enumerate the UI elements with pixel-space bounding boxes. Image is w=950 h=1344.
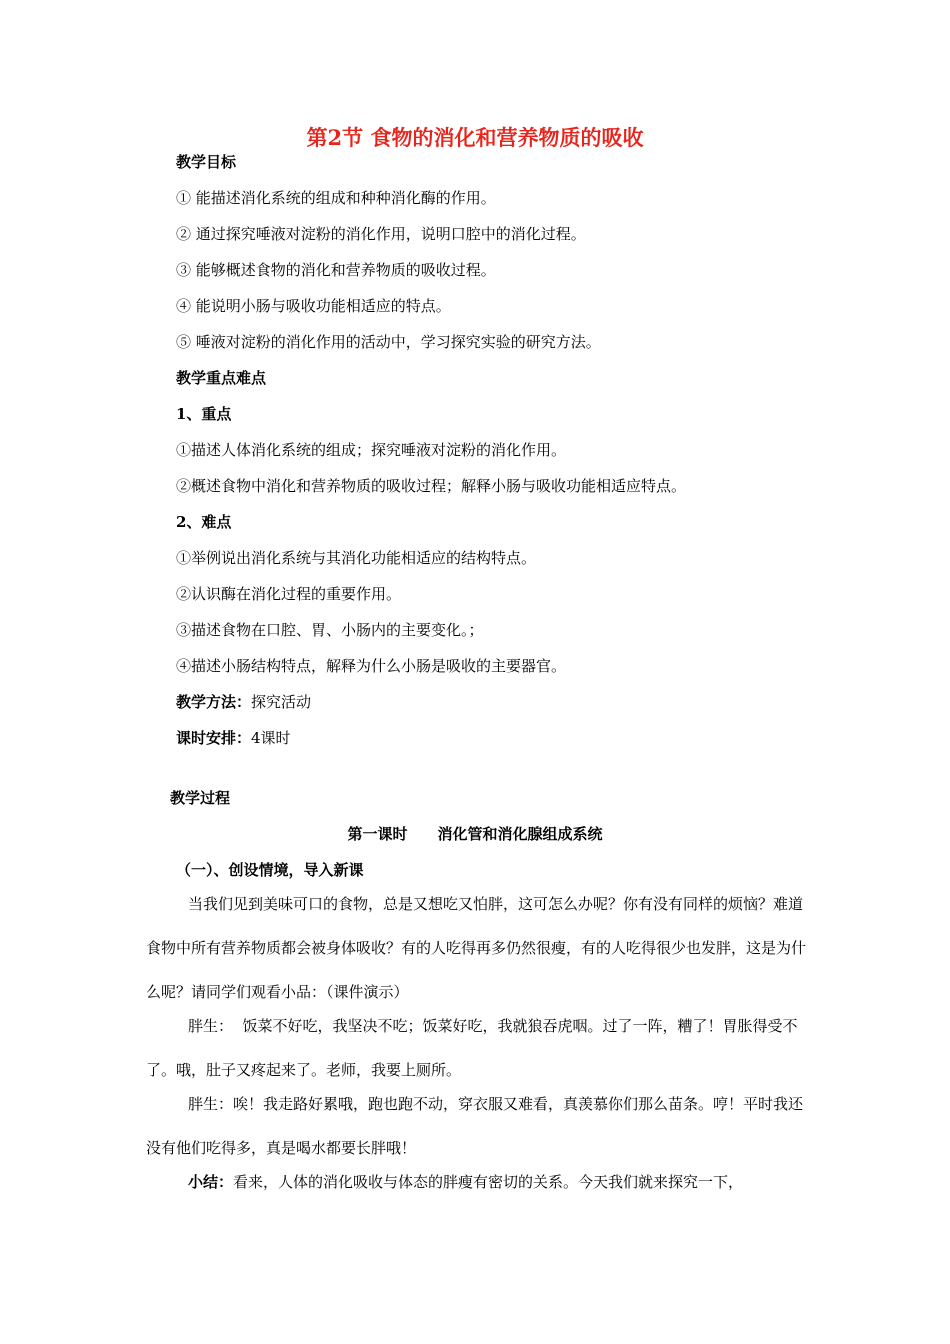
key-points-heading: 教学重点难点 <box>176 369 267 387</box>
difficulty-item: ②认识酶在消化过程的重要作用。 <box>176 585 402 603</box>
teaching-method <box>176 692 311 712</box>
class-schedule <box>176 728 291 748</box>
objective-item: ② 通过探究唾液对淀粉的消化作用，说明口腔中的消化过程。 <box>176 225 586 243</box>
dialogue-paragraph-1: 胖生： 饭菜不好吃，我坚决不吃；饭菜好吃，我就狼吞虎咽。过了一阵，糟了！胃胀得受不了。哦，肚子又疼起来了。老师，我要上厕所。 <box>146 1017 798 1079</box>
objective-item: ⑤ 唾液对淀粉的消化作用的活动中，学习探究实验的研究方法。 <box>176 333 601 351</box>
teaching-method-value: 探究活动 <box>251 693 312 711</box>
class-schedule-value: 4课时 <box>251 729 291 747</box>
difficulty-heading: 2、难点 <box>176 513 232 531</box>
lesson-title: 第一课时 消化管和消化腺组成系统 <box>347 825 603 843</box>
objective-item: ④ 能说明小肠与吸收功能相适应的特点。 <box>176 297 451 315</box>
focus-heading: 1、重点 <box>176 405 232 423</box>
process-heading: 教学过程 <box>170 789 231 807</box>
focus-item: ①描述人体消化系统的组成；探究唾液对淀粉的消化作用。 <box>176 441 567 459</box>
objective-item: ③ 能够概述食物的消化和营养物质的吸收过程。 <box>176 261 496 279</box>
intro-paragraph: 当我们见到美味可口的食物，总是又想吃又怕胖，这可怎么办呢？你有没有同样的烦恼？难道食物中所有营养物质都会被身体吸收？有的人吃得再多仍然很瘦，有的人吃得很少也发胖，这是为什么呢？请同学们观看小品：（课件演示） <box>146 895 807 1001</box>
section-heading: （一）、创设情境，导入新课 <box>176 861 364 879</box>
dialogue-paragraph-2: 胖生：唉！我走路好累哦，跑也跑不动，穿衣服又难看，真羡慕你们那么苗条。哼！平时我还没有他们吃得多，真是喝水都要长胖哦！ <box>146 1095 804 1157</box>
difficulty-item: ③描述食物在口腔、胃、小肠内的主要变化。； <box>176 621 484 639</box>
difficulty-item: ④描述小肠结构特点，解释为什么小肠是吸收的主要器官。 <box>176 657 567 675</box>
document-title: 第2节 食物的消化和营养物质的吸收 <box>306 125 644 150</box>
difficulty-item: ①举例说出消化系统与其消化功能相适应的结构特点。 <box>176 549 537 567</box>
summary-paragraph <box>146 1160 812 1204</box>
teaching-method-label: 教学方法： <box>176 693 252 711</box>
class-schedule-label: 课时安排： <box>176 729 252 747</box>
objectives-heading: 教学目标 <box>176 153 237 171</box>
focus-item: ②概述食物中消化和营养物质的吸收过程；解释小肠与吸收功能相适应特点。 <box>176 477 687 495</box>
summary-label: 小结： <box>188 1173 234 1191</box>
objective-item: ① 能描述消化系统的组成和种种消化酶的作用。 <box>176 189 496 207</box>
summary-text: 看来，人体的消化吸收与体态的胖瘦有密切的关系。今天我们就来探究一下， <box>233 1173 744 1191</box>
